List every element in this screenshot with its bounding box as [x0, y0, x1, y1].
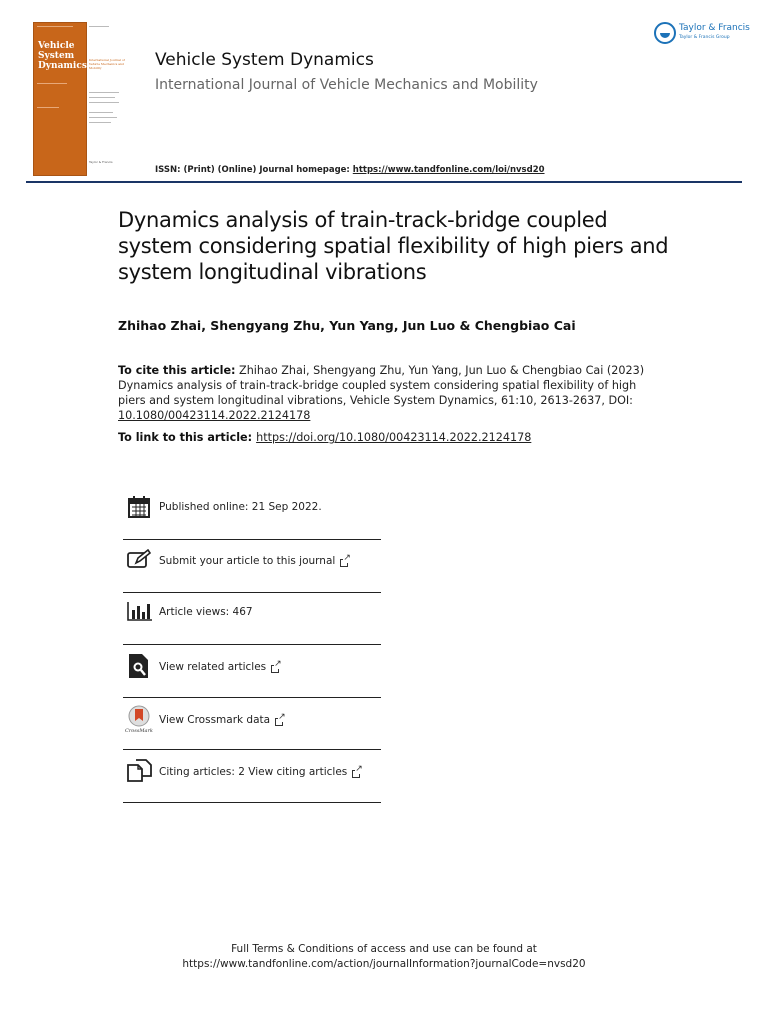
divider	[123, 539, 381, 540]
citation-block	[118, 363, 648, 423]
publisher-group: Taylor & Francis Group	[679, 35, 730, 40]
issn-prefix: ISSN: (Print) (Online) Journal homepage:	[155, 165, 353, 175]
terms-text: Full Terms & Conditions of access and use can be found at	[231, 943, 537, 955]
article-authors: Zhihao Zhai, Shengyang Zhu, Yun Yang, Jun Luo & Chengbiao Cai	[118, 318, 576, 333]
journal-title[interactable]: Vehicle System Dynamics	[155, 50, 374, 70]
submit-article-row[interactable]	[123, 547, 381, 575]
divider	[123, 697, 381, 698]
cover-title-line-1: Vehicle	[38, 41, 75, 51]
crossmark-link[interactable]	[159, 714, 284, 726]
strip-logo: Taylor & Francis	[89, 160, 113, 164]
bar-chart-icon	[123, 598, 155, 626]
article-doi-link[interactable]: https://doi.org/10.1080/00423114.2022.2124178	[256, 431, 532, 444]
edit-icon	[123, 547, 155, 575]
strip-title: International Journal of Vehicle Mechanics and Mobility	[89, 58, 125, 70]
cover-title-line-2: System	[38, 51, 75, 61]
crossmark-row[interactable]	[123, 706, 381, 734]
divider	[123, 592, 381, 593]
journal-subtitle: International Journal of Vehicle Mechanics and Mobility	[155, 77, 538, 93]
published-date: Published online: 21 Sep 2022.	[159, 501, 322, 513]
external-link-icon	[340, 557, 349, 566]
strip-line	[89, 97, 115, 98]
strip-line	[89, 117, 117, 118]
header-divider	[26, 181, 742, 183]
cover-side-strip	[87, 22, 127, 176]
crossmark-icon	[123, 706, 155, 734]
citing-articles-row[interactable]	[123, 758, 381, 786]
strip-line	[89, 26, 109, 27]
cover-rule	[37, 107, 59, 108]
submit-article-label: Submit your article to this journal	[159, 555, 336, 567]
strip-line	[89, 122, 111, 123]
cover-title	[38, 41, 88, 71]
cite-label: To cite this article:	[118, 364, 236, 377]
divider	[123, 749, 381, 750]
article-views: Article views: 467	[159, 606, 253, 618]
external-link-icon	[352, 768, 361, 777]
crossmark-icon-text: CrossMark	[125, 728, 153, 734]
calendar-icon	[123, 493, 155, 521]
strip-line	[89, 112, 113, 113]
article-views-row	[123, 598, 381, 626]
cite-text: Zhihao Zhai, Shengyang Zhu, Yun Yang, Jun Luo & Chengbiao Cai (2023) Dynamics analysis of train-track-bridge coupled system considering spatial flexibility of high piers and system longitudinal vibrations, Vehicle System Dynamics, 61:10, 2613-2637, DOI:	[118, 364, 645, 407]
terms-link[interactable]: https://www.tandfonline.com/action/journalInformation?journalCode=nvsd20	[182, 958, 586, 970]
related-articles-row[interactable]	[123, 653, 381, 681]
article-title: Dynamics analysis of train-track-bridge coupled system considering spatial flexibility of high piers and system longitudinal vibrations	[118, 208, 669, 284]
publisher-logo[interactable]	[654, 22, 750, 44]
citing-articles-label: Citing articles: 2 View citing articles	[159, 766, 348, 778]
external-link-icon	[271, 663, 280, 672]
submit-article-link[interactable]	[159, 555, 349, 567]
published-online-row	[123, 493, 381, 521]
journal-cover	[33, 22, 87, 176]
related-articles-label: View related articles	[159, 661, 267, 673]
strip-line	[89, 102, 119, 103]
search-document-icon	[123, 653, 155, 681]
divider	[123, 644, 381, 645]
publisher-name: Taylor & Francis	[679, 23, 750, 33]
link-label: To link to this article:	[118, 431, 253, 444]
terms-footer	[0, 942, 768, 972]
related-articles-link[interactable]	[159, 661, 280, 673]
cite-doi-link[interactable]: 10.1080/00423114.2022.2124178	[118, 409, 311, 422]
issn-line	[155, 165, 545, 175]
citing-documents-icon	[123, 758, 155, 786]
divider	[123, 802, 381, 803]
taylor-francis-icon	[654, 22, 676, 44]
article-link-line	[118, 431, 531, 444]
citing-articles-link[interactable]	[159, 766, 361, 778]
cover-top-line	[37, 26, 73, 29]
crossmark-label: View Crossmark data	[159, 714, 271, 726]
external-link-icon	[275, 716, 284, 725]
strip-line	[89, 92, 119, 93]
cover-rule	[37, 83, 67, 84]
journal-homepage-link[interactable]: https://www.tandfonline.com/loi/nvsd20	[352, 165, 545, 175]
cover-title-line-3: Dynamics	[38, 61, 87, 71]
